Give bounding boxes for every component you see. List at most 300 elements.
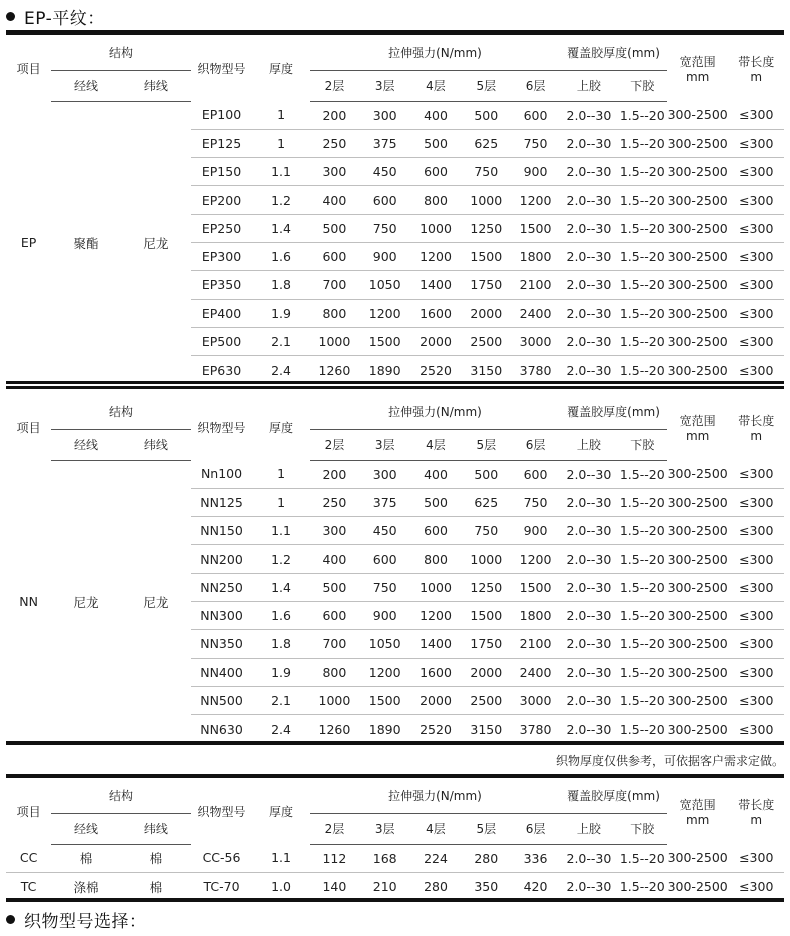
table-cell: 2.0--30 bbox=[560, 460, 617, 488]
header-fabric-model: 织物型号 bbox=[197, 421, 246, 435]
table-cell: 300-2500 bbox=[667, 721, 728, 737]
table-cell: 2.0--30 bbox=[560, 327, 617, 355]
header-structure: 结构 bbox=[51, 395, 191, 429]
table-cell: 800 bbox=[410, 186, 461, 214]
table-cell: ≤300 bbox=[728, 601, 784, 629]
header-thickness: 厚度 bbox=[269, 805, 294, 819]
table-cell: 1.9 bbox=[252, 299, 309, 327]
header-ply: 5层 bbox=[462, 813, 511, 844]
table-cell: 300-2500 bbox=[667, 844, 729, 872]
table-cell: 1.5--20 bbox=[618, 214, 667, 242]
table-cell: 300 bbox=[310, 158, 359, 186]
header-cover-top: 上胶 bbox=[560, 70, 617, 101]
table-cell: 300 bbox=[359, 101, 410, 129]
table-cell: 2400 bbox=[511, 299, 560, 327]
table-cell: 1400 bbox=[410, 271, 461, 299]
table-cell: 1.5--20 bbox=[618, 658, 667, 686]
table-cell: ≤300 bbox=[728, 327, 784, 355]
header-warp: 经线 bbox=[51, 813, 121, 844]
table-cell: 2.0--30 bbox=[560, 186, 617, 214]
table-cell: 625 bbox=[462, 129, 511, 157]
table-cell: 300-2500 bbox=[667, 545, 729, 573]
table-cell: EP100 bbox=[191, 101, 253, 129]
table-cell: 3000 bbox=[511, 327, 560, 355]
table-cell: 1.6 bbox=[252, 242, 309, 270]
table-cell: NN200 bbox=[191, 545, 253, 573]
table-cell: 2.4 bbox=[271, 362, 291, 378]
table-cell: 300-2500 bbox=[667, 242, 729, 270]
table-cell: 1800 bbox=[511, 242, 560, 270]
table-cell: CC bbox=[6, 844, 51, 872]
table-cell: 450 bbox=[359, 158, 410, 186]
table-cell: 300-2500 bbox=[667, 186, 729, 214]
table-cell: 1.5--20 bbox=[618, 299, 667, 327]
table-cell: ≤300 bbox=[728, 186, 784, 214]
table-cell: Nn100 bbox=[191, 460, 253, 488]
section-title-ep bbox=[6, 4, 105, 28]
table-cell: EP500 bbox=[191, 327, 253, 355]
table-cell: 625 bbox=[462, 488, 511, 516]
table-cell: 1200 bbox=[359, 658, 410, 686]
table-cell: 600 bbox=[310, 601, 359, 629]
table-cell: 500 bbox=[462, 101, 511, 129]
header-structure: 结构 bbox=[51, 779, 191, 813]
header-ply: 3层 bbox=[359, 429, 410, 460]
table-cell: 800 bbox=[310, 299, 359, 327]
table-cell: 900 bbox=[511, 517, 560, 545]
table-cell: 棉 bbox=[51, 844, 121, 872]
header-item: 项目 bbox=[16, 421, 41, 435]
table-cell: 2.0--30 bbox=[560, 545, 617, 573]
table-cell: 1.5--20 bbox=[619, 879, 665, 895]
table-cell: 1000 bbox=[410, 214, 461, 242]
weft-cell: 尼龙 bbox=[143, 235, 169, 251]
table-cell: 750 bbox=[462, 158, 511, 186]
table-cell: 500 bbox=[310, 214, 359, 242]
table-cell: 336 bbox=[511, 844, 560, 872]
table-cell: EP300 bbox=[191, 242, 253, 270]
table-cell: 1.5--20 bbox=[618, 186, 667, 214]
table-cell: 1260 bbox=[318, 721, 351, 737]
table-cell: 900 bbox=[511, 158, 560, 186]
table-cell: 涤棉 bbox=[73, 879, 99, 895]
divider bbox=[6, 30, 784, 35]
table-cell: EP250 bbox=[191, 214, 253, 242]
divider bbox=[6, 381, 784, 389]
table-row bbox=[6, 460, 784, 488]
header-cover-top: 上胶 bbox=[560, 813, 617, 844]
divider bbox=[6, 898, 784, 902]
table-cell: 2.0--30 bbox=[566, 362, 612, 378]
table-cell: 3000 bbox=[511, 686, 560, 714]
table-cell: NN125 bbox=[191, 488, 253, 516]
table-cell: 1500 bbox=[359, 686, 410, 714]
table-cell: CC-56 bbox=[191, 844, 253, 872]
table-cell: TC-70 bbox=[203, 879, 240, 895]
table-cell: 2.0--30 bbox=[566, 721, 612, 737]
section-title-selection bbox=[6, 907, 147, 931]
table-cell: EP350 bbox=[191, 271, 253, 299]
table-cell: 1.5--20 bbox=[618, 573, 667, 601]
table-cell: 1 bbox=[252, 488, 309, 516]
header-width: 宽范围 mm bbox=[679, 414, 716, 443]
table-cell: 2000 bbox=[410, 686, 461, 714]
header-tensile: 拉伸强力(N/mm) bbox=[310, 779, 560, 813]
table-cell: NN350 bbox=[191, 630, 253, 658]
table-cell: 1200 bbox=[511, 545, 560, 573]
table-cell: 1.5--20 bbox=[618, 601, 667, 629]
header-ply: 6层 bbox=[511, 429, 560, 460]
table-cell: ≤300 bbox=[728, 271, 784, 299]
header-ply: 5层 bbox=[462, 429, 511, 460]
table-cell: 500 bbox=[410, 129, 461, 157]
table-cell: 600 bbox=[410, 158, 461, 186]
table-cell: TC bbox=[20, 879, 37, 895]
header-ply: 6层 bbox=[511, 813, 560, 844]
table-cell: 1000 bbox=[462, 545, 511, 573]
header-warp: 经线 bbox=[51, 429, 121, 460]
table-cell: 800 bbox=[310, 658, 359, 686]
table-cell: EP125 bbox=[191, 129, 253, 157]
table-cell: ≤300 bbox=[728, 630, 784, 658]
table-cell: ≤300 bbox=[739, 879, 774, 895]
header-weft: 纬线 bbox=[121, 70, 191, 101]
table-cell: 2000 bbox=[410, 327, 461, 355]
table-cell: 400 bbox=[410, 460, 461, 488]
spec-table-nn bbox=[6, 395, 784, 743]
table-cell: 1.1 bbox=[252, 158, 309, 186]
table-cell: 2000 bbox=[462, 299, 511, 327]
table-cell: 1000 bbox=[310, 686, 359, 714]
table-cell: ≤300 bbox=[728, 573, 784, 601]
table-cell: 1800 bbox=[511, 601, 560, 629]
table-cell: EP200 bbox=[191, 186, 253, 214]
header-ply: 2层 bbox=[310, 813, 359, 844]
table-cell: 2.0--30 bbox=[566, 879, 612, 895]
table-cell: NN400 bbox=[191, 658, 253, 686]
header-width: 宽范围 mm bbox=[679, 798, 716, 827]
table-cell: ≤300 bbox=[728, 214, 784, 242]
table-cell: 200 bbox=[310, 101, 359, 129]
header-width: 宽范围 mm bbox=[679, 55, 716, 84]
table-cell: 1.5--20 bbox=[618, 327, 667, 355]
table-cell: NN250 bbox=[191, 573, 253, 601]
table-cell: ≤300 bbox=[728, 488, 784, 516]
table-cell: 200 bbox=[310, 460, 359, 488]
table-cell: 1.5--20 bbox=[619, 362, 665, 378]
table-cell: 500 bbox=[462, 460, 511, 488]
table-cell: EP400 bbox=[191, 299, 253, 327]
table-cell: 1.5--20 bbox=[618, 460, 667, 488]
table-cell: 280 bbox=[462, 844, 511, 872]
table-cell: 750 bbox=[462, 517, 511, 545]
table-cell: 600 bbox=[310, 242, 359, 270]
table-cell: 224 bbox=[410, 844, 461, 872]
header-cover: 覆盖胶厚度(mm) bbox=[560, 36, 667, 70]
header-thickness: 厚度 bbox=[269, 62, 294, 76]
table-cell: 750 bbox=[359, 573, 410, 601]
table-cell: 600 bbox=[511, 101, 560, 129]
table-cell: 2.0--30 bbox=[560, 158, 617, 186]
table-cell: 1500 bbox=[462, 242, 511, 270]
table-cell: 300-2500 bbox=[667, 362, 728, 378]
table-row bbox=[6, 101, 784, 129]
table-cell: 1890 bbox=[368, 721, 401, 737]
table-cell: 1250 bbox=[462, 573, 511, 601]
table-cell: 300-2500 bbox=[667, 271, 729, 299]
table-cell: ≤300 bbox=[739, 362, 774, 378]
table-cell: 棉 bbox=[149, 879, 163, 895]
table-cell: 420 bbox=[523, 879, 548, 895]
table-cell: ≤300 bbox=[728, 460, 784, 488]
table-cell: 2.0--30 bbox=[560, 686, 617, 714]
table-cell: 2.0--30 bbox=[560, 101, 617, 129]
table-cell: 1200 bbox=[410, 601, 461, 629]
header-length: 带长度 m bbox=[738, 414, 775, 443]
table-cell: 450 bbox=[359, 517, 410, 545]
table-cell: 1.9 bbox=[252, 658, 309, 686]
table-cell: ≤300 bbox=[728, 517, 784, 545]
table-cell: 棉 bbox=[121, 844, 191, 872]
table-cell: ≤300 bbox=[739, 721, 774, 737]
table-cell: 400 bbox=[310, 545, 359, 573]
table-cell: 1.5--20 bbox=[618, 488, 667, 516]
header-weft: 纬线 bbox=[121, 429, 191, 460]
table-row bbox=[6, 872, 784, 900]
table-cell: 1.6 bbox=[252, 601, 309, 629]
header-ply: 4层 bbox=[410, 429, 461, 460]
table-cell: 1000 bbox=[410, 573, 461, 601]
table-cell: 1890 bbox=[368, 362, 401, 378]
table-cell: 750 bbox=[359, 214, 410, 242]
table-cell: 300-2500 bbox=[667, 630, 729, 658]
table-cell: 750 bbox=[511, 488, 560, 516]
table-cell: 600 bbox=[359, 545, 410, 573]
table-cell: 1.2 bbox=[252, 186, 309, 214]
header-cover-bottom: 下胶 bbox=[618, 429, 667, 460]
weft-cell: 尼龙 bbox=[143, 594, 169, 610]
table-cell: 2100 bbox=[511, 630, 560, 658]
table-cell: ≤300 bbox=[728, 658, 784, 686]
table-cell: 1400 bbox=[410, 630, 461, 658]
table-cell: 375 bbox=[359, 488, 410, 516]
table-cell: ≤300 bbox=[728, 242, 784, 270]
table-cell: 300-2500 bbox=[667, 658, 729, 686]
table-cell: 2.0--30 bbox=[560, 271, 617, 299]
table-cell: 1500 bbox=[511, 214, 560, 242]
section-title-text: EP-平纹： bbox=[24, 8, 105, 29]
header-warp: 经线 bbox=[51, 70, 121, 101]
table-cell: 1.5--20 bbox=[618, 242, 667, 270]
table-cell: 700 bbox=[310, 271, 359, 299]
table-cell: 1750 bbox=[462, 630, 511, 658]
table-cell: ≤300 bbox=[728, 129, 784, 157]
table-cell: 1.5--20 bbox=[618, 517, 667, 545]
header-item: 项目 bbox=[16, 62, 41, 76]
table-cell: 300 bbox=[359, 460, 410, 488]
table-cell: 1.5--20 bbox=[618, 630, 667, 658]
table-cell: EP630 bbox=[201, 362, 242, 378]
table-cell: 600 bbox=[359, 186, 410, 214]
table-cell: NN500 bbox=[191, 686, 253, 714]
spec-table-ep bbox=[6, 36, 784, 384]
table-cell: 1.8 bbox=[252, 271, 309, 299]
table-cell: 280 bbox=[424, 879, 448, 895]
table-cell: 2.0--30 bbox=[560, 242, 617, 270]
table-cell: 375 bbox=[359, 129, 410, 157]
header-ply: 5层 bbox=[462, 70, 511, 101]
table-cell: 500 bbox=[310, 573, 359, 601]
header-ply: 2层 bbox=[310, 70, 359, 101]
table-cell: 750 bbox=[511, 129, 560, 157]
divider bbox=[6, 741, 784, 745]
table-cell: 400 bbox=[410, 101, 461, 129]
header-length: 带长度 m bbox=[738, 55, 775, 84]
table-cell: NN300 bbox=[191, 601, 253, 629]
table-cell: 1600 bbox=[410, 658, 461, 686]
table-row bbox=[6, 844, 784, 872]
table-cell: 1200 bbox=[359, 299, 410, 327]
table-cell: NN630 bbox=[200, 721, 243, 737]
table-cell: ≤300 bbox=[728, 299, 784, 327]
table-cell: 1.4 bbox=[252, 573, 309, 601]
table-cell: 2.1 bbox=[252, 686, 309, 714]
table-cell: 1200 bbox=[410, 242, 461, 270]
table-cell: 2.0--30 bbox=[560, 601, 617, 629]
header-fabric-model: 织物型号 bbox=[197, 805, 246, 819]
header-cover-bottom: 下胶 bbox=[618, 813, 667, 844]
table-cell: 250 bbox=[310, 488, 359, 516]
table-cell: 1000 bbox=[462, 186, 511, 214]
header-thickness: 厚度 bbox=[269, 421, 294, 435]
table-cell: 1.5--20 bbox=[618, 129, 667, 157]
spec-table-cc-tc bbox=[6, 779, 784, 901]
table-cell: NN150 bbox=[191, 517, 253, 545]
header-ply: 6层 bbox=[511, 70, 560, 101]
table-cell: 1260 bbox=[318, 362, 351, 378]
table-cell: 300-2500 bbox=[667, 601, 729, 629]
table-cell: 2.4 bbox=[271, 721, 291, 737]
table-cell: 600 bbox=[410, 517, 461, 545]
table-cell: 300-2500 bbox=[667, 327, 729, 355]
table-cell: EP150 bbox=[191, 158, 253, 186]
table-cell: 300-2500 bbox=[667, 573, 729, 601]
table-cell: 1250 bbox=[462, 214, 511, 242]
table-cell: 1.5--20 bbox=[619, 721, 665, 737]
table-cell: 2.0--30 bbox=[560, 129, 617, 157]
table-cell: 300-2500 bbox=[667, 158, 729, 186]
warp-cell: 聚酯 bbox=[73, 235, 99, 251]
table-cell: 300-2500 bbox=[667, 686, 729, 714]
table-cell: 2.0--30 bbox=[560, 658, 617, 686]
table-cell: 1.5--20 bbox=[618, 158, 667, 186]
table-cell: 300-2500 bbox=[667, 460, 729, 488]
table-cell: 1.5--20 bbox=[618, 271, 667, 299]
table-cell: 1.0 bbox=[271, 879, 291, 895]
table-cell: ≤300 bbox=[728, 686, 784, 714]
table-cell: 300-2500 bbox=[667, 129, 729, 157]
table-cell: 300-2500 bbox=[667, 299, 729, 327]
table-cell: ≤300 bbox=[728, 844, 784, 872]
table-cell: 1.1 bbox=[252, 844, 309, 872]
table-cell: 250 bbox=[310, 129, 359, 157]
table-cell: 2.0--30 bbox=[560, 214, 617, 242]
warp-cell: 尼龙 bbox=[73, 594, 99, 610]
table-cell: 1600 bbox=[410, 299, 461, 327]
table-cell: 1050 bbox=[359, 271, 410, 299]
header-ply: 4层 bbox=[410, 70, 461, 101]
header-cover: 覆盖胶厚度(mm) bbox=[560, 779, 667, 813]
table-cell: 140 bbox=[322, 879, 347, 895]
table-cell: 1500 bbox=[359, 327, 410, 355]
header-tensile: 拉伸强力(N/mm) bbox=[310, 395, 560, 429]
table-cell: 1 bbox=[252, 129, 309, 157]
table-cell: ≤300 bbox=[728, 158, 784, 186]
table-cell: 2520 bbox=[420, 362, 452, 378]
table-cell: 2400 bbox=[511, 658, 560, 686]
header-fabric-model: 织物型号 bbox=[197, 62, 246, 76]
section-title-text: 织物型号选择： bbox=[24, 911, 147, 932]
table-cell: 2.0--30 bbox=[560, 488, 617, 516]
table-cell: 2.0--30 bbox=[560, 630, 617, 658]
item-cell: NN bbox=[19, 593, 38, 609]
table-cell: 400 bbox=[310, 186, 359, 214]
header-cover-bottom: 下胶 bbox=[618, 70, 667, 101]
header-cover: 覆盖胶厚度(mm) bbox=[560, 395, 667, 429]
header-structure: 结构 bbox=[51, 36, 191, 70]
table-cell: 1750 bbox=[462, 271, 511, 299]
thickness-note: 织物厚度仅供参考，可依据客户需求定做。 bbox=[555, 754, 784, 768]
table-cell: 300-2500 bbox=[667, 517, 729, 545]
header-tensile: 拉伸强力(N/mm) bbox=[310, 36, 560, 70]
item-cell: EP bbox=[20, 234, 37, 250]
table-cell: 112 bbox=[310, 844, 359, 872]
table-cell: 2100 bbox=[511, 271, 560, 299]
header-length: 带长度 m bbox=[738, 798, 775, 827]
table-cell: 1500 bbox=[511, 573, 560, 601]
table-cell: 2520 bbox=[420, 721, 452, 737]
table-cell: 2.1 bbox=[252, 327, 309, 355]
table-cell: 1050 bbox=[359, 630, 410, 658]
table-cell: 300-2500 bbox=[667, 101, 729, 129]
table-cell: 1500 bbox=[462, 601, 511, 629]
table-cell: 2500 bbox=[462, 327, 511, 355]
header-item: 项目 bbox=[16, 805, 41, 819]
table-cell: 1200 bbox=[511, 186, 560, 214]
bullet-icon bbox=[6, 12, 15, 21]
table-cell: 900 bbox=[359, 601, 410, 629]
bullet-icon bbox=[6, 915, 15, 924]
table-cell: 1000 bbox=[310, 327, 359, 355]
table-cell: 1 bbox=[252, 101, 309, 129]
table-cell: 1.8 bbox=[252, 630, 309, 658]
table-cell: 600 bbox=[511, 460, 560, 488]
header-ply: 3层 bbox=[359, 70, 410, 101]
table-cell: 300-2500 bbox=[667, 214, 729, 242]
table-cell: 2000 bbox=[462, 658, 511, 686]
table-cell: 2.0--30 bbox=[560, 299, 617, 327]
table-cell: 1.1 bbox=[252, 517, 309, 545]
header-weft: 纬线 bbox=[121, 813, 191, 844]
table-cell: 3780 bbox=[519, 721, 552, 737]
table-cell: 1.4 bbox=[252, 214, 309, 242]
table-cell: 1.5--20 bbox=[618, 686, 667, 714]
table-cell: 800 bbox=[410, 545, 461, 573]
header-ply: 4层 bbox=[410, 813, 461, 844]
header-cover-top: 上胶 bbox=[560, 429, 617, 460]
table-cell: 1.5--20 bbox=[618, 545, 667, 573]
table-cell: ≤300 bbox=[728, 101, 784, 129]
